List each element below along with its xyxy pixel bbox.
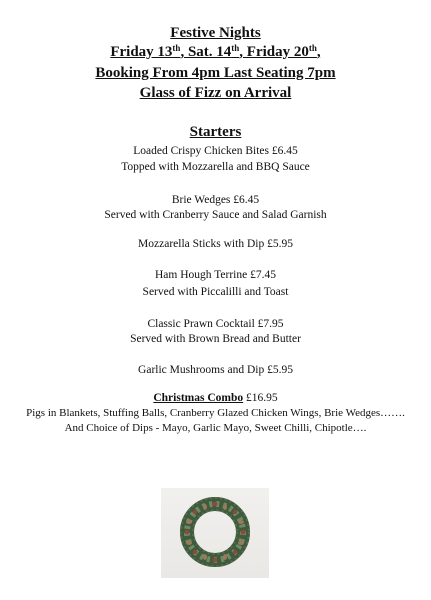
- combo-dips: And Choice of Dips - Mayo, Garlic Mayo, Sweet Chilli, Chipotle….: [64, 422, 367, 434]
- date-third-suffix: th: [308, 43, 317, 53]
- date-second-suffix: th: [231, 43, 240, 53]
- starter-item-desc: Served with Brown Bread and Butter: [130, 333, 301, 345]
- starters-heading: Starters: [189, 124, 242, 140]
- combo-name: Christmas Combo: [153, 392, 244, 404]
- booking-times: Booking From 4pm Last Seating 7pm: [95, 65, 336, 81]
- starter-item-title: Garlic Mushrooms and Dip £5.95: [138, 364, 293, 376]
- starter-item-title: Brie Wedges £6.45: [171, 194, 260, 206]
- starter-item-title: Ham Hough Terrine £7.45: [155, 269, 276, 281]
- starter-item-title: Mozzarella Sticks with Dip £5.95: [138, 238, 293, 250]
- starter-item-desc: Served with Piccalilli and Toast: [142, 286, 289, 298]
- date-third: , Friday 20: [239, 44, 309, 60]
- christmas-wreath-icon: [161, 488, 269, 578]
- starter-item-title: Loaded Crispy Chicken Bites £6.45: [133, 145, 298, 157]
- event-title: Festive Nights: [170, 25, 261, 41]
- date-first-suffix: th: [172, 43, 181, 53]
- date-first: Friday 13: [110, 44, 173, 60]
- starter-item-desc: Topped with Mozzarella and BBQ Sauce: [121, 161, 310, 173]
- fizz-note: Glass of Fizz on Arrival: [139, 85, 292, 101]
- date-trailing-comma: ,: [316, 44, 321, 60]
- wreath-ring: [181, 498, 249, 566]
- combo-description: Pigs in Blankets, Stuffing Balls, Cranberry Glazed Chicken Wings, Brie Wedges…….: [26, 407, 405, 419]
- event-dates: [0, 43, 431, 61]
- starter-item-title: Classic Prawn Cocktail £7.95: [147, 318, 284, 330]
- date-second: , Sat. 14: [180, 44, 232, 60]
- combo-title: [0, 391, 431, 405]
- wreath-photo: [161, 488, 269, 578]
- starter-item-desc: Served with Cranberry Sauce and Salad Garnish: [104, 209, 327, 221]
- combo-price: £16.95: [243, 392, 278, 404]
